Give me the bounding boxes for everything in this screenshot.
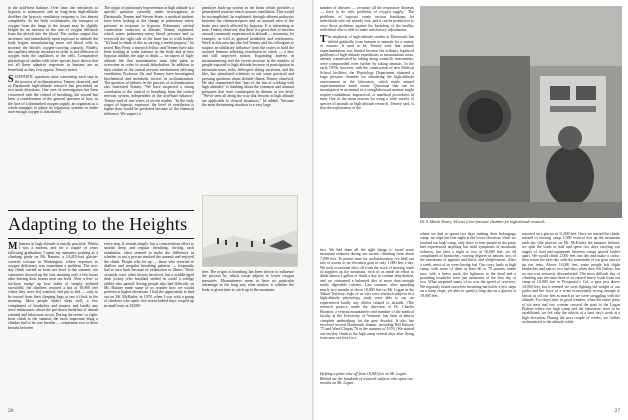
left-column-3: [202, 6, 294, 190]
story-column-2: [104, 242, 194, 404]
scientific-questions-paragraph: [8, 75, 98, 115]
left-column-2: [104, 6, 194, 196]
page-number-left: 26: [8, 408, 14, 414]
right-column-b: [420, 232, 516, 404]
story-column-1-text: Interest in high altitude is mostly practical. Whilst I was a student, and for a couple of years following graduation, I spent my summers working as a climbing guide on Mt. Rainier, a 14,410-foot glacier-covered volcano in Washington, where exposure to oxygen deficiency was sometimes a problem. The two-day climb carried us from sea level to the summit; our customers showed up the first morning only a few hours after leaving their homes near sea level. After a five- or six-hour trudge up four miles of steeply inclined snowfield, the climbers reached a hut at 10,000 feet where they were fed, watered, and put to bed — only to be roused from their sleeping bags at one o'clock in the morning. Most people hadn't slept well, a few complained of headaches and nausea, and hardly any were enthusiastic about the pre-dawn breakfast of instant oatmeal and lukewarm cocoa. During the seven- or eight-hour climb to the summit, the most important thing a climber had to do was breathe — sometimes two or three breaths between: [8, 242, 98, 330]
right-column-b-text: where we had to spend two days making their belongings camp, we slept the first night at the lower elevation. Until we reached our high camp, only three or four people in the party had experienced anything but mild symptoms of mountain sickness, but after a night or two at 18,000 feet, we all complained of headaches, varying degrees of nausea, loss of the sensations of appetite and thirst, and sleeplessness. After a week, most of us were having fun. Our carry loads at high camp, with some of them at least 60 or 70 pounds, made sure, with a heavy pack, the lightness in the head and a pounding headache were just memories of the first day or two. What surprised many of us was the speed of recovery. We regularly found ourselves breathing hard after a few steps on a steep slope, yet able to spend a long day on a glacier at 18,000 feet.: [420, 232, 516, 298]
lab-chamber-photo: [420, 6, 622, 218]
story-column-3: [202, 270, 294, 404]
story-column-2-text: every step. It sounds simple, but a conscientious effort to sustain deep and regular breathing, forcing each exhalation, often seemed to make the difference in whether or not a person reached the summit and enjoyed the climb. People who let up — those who reverted to shallow and irregular breathing patterns — frequently had to turn back because of exhaustion or illness. There certainly were other factors involved, but a middle-aged desk jockey who breathed settled in could a college athlete who panted. Seeing people who had difficulty on Mt. Rainier made some of us wonder how we would perform at higher elevations. I had the opportunity to find out on Mt. McKinley in 1978, when I was with a group of climbers who spent five storm-lashed days cooped up in small tents at 18,000: [104, 242, 194, 308]
lead-in-word: CIENTIFIC: [14, 75, 34, 80]
story-column-3-text: feet. The origin of breathing has been shown to influence the process by which tissue adjusts to lower oxygen pressures. Mountaineers seem to have no particular advantage in the long run; what matters is whether the body is given time to catch up to the mountain.: [202, 270, 294, 292]
page-number-right: 27: [614, 408, 620, 414]
right-column-1-text: number of diseases — certainly all the respiratory diseases — have to do with problems of oxygen supply." The problems of hypoxia create serious handicaps for individuals who are already sick, and it can be productive to view those problems against the backdrop of the healthy individual who is able to make satisfactory adjustments.: [320, 6, 414, 33]
left-column-3-text: primitive back-up system in the brain which provides a generalized reaction which arouses ventilation. This would be accomplished, he explained, through afferent pathways between the chemoreceptors and an aroused area of the brain very much affected by hypoxia. It is interesting to note, Tenney observed, that there is a great deal of nervous arousal commonly experienced at altitude — insomnia, for example, as well as general irritability and restlessness. Work in this area has also led Tenney and his colleagues to suspect an inhibitory influence from the cortex to hold the aroused features affecting ventilation in check — a new and still unproved notion. Expanding interest in mountaineering and the recent increase in the number of people exposed to high altitude because of participation in mountain tours, treks, helicopter skiing vacations, and the like, has stimulated scientists to ask some practical and pressing questions about altitude illness, Tenney observed. He also commented that "part of the fun of working with high altitudes" is thinking about the common and unusual pressures that have counterparts in disease at sea level. "We've seen all along the way that lessons at high altitude are applicable to clinical situations," he added, "because the most threatening situation is a very large: [202, 6, 294, 107]
scientific-questions-text: questions arise concerning each step in the process of acclimatization, Tenney observed, and at Dartmouth high-altitude research has proceeded on two main directions. One area of investigation has been concerned with the control of breathing; the second has been a consideration of the general question of how, in the face of a diminished oxygen supply, an organism as a whole manages to adjust its regulatory systems to make sure enough oxygen is distributed.: [8, 75, 98, 115]
pressure-chamber-illustration: [420, 6, 622, 218]
dropcap-t: T: [320, 33, 327, 45]
right-column-a: [320, 248, 414, 368]
emphasis-paragraph-text: he emphasis of high-altitude studies at Dartmouth has shifted gradually from humans to animals for a variety of reasons. It used to be, Tenney said, that animal experimentation was limited because the ordinary logistical problems of high-altitude expeditions to mountainous areas, already complicated by taking along scientific instruments, were compounded even further by taking animals. In the early 1970s, however, with the construction of new Medical School facilities, the Physiology Department obtained a large pressure chamber for simulating the high-altitude environment in the laboratory, which made animal experimentation much easier. Questions that can be investigated in an animal in a straightforward manner might require roundabout, impractical, or unethical procedures in man. One of the main reasons for using a wide variety of species of animals in high-altitude research, Tenney said, is that the exploitation of the: [320, 35, 414, 110]
dropcap-s: S: [8, 73, 14, 85]
climbers-snowfield-photo: [202, 195, 298, 267]
left-column-1-text: in the acid-base balance. Over time, the sensitivity to hypoxia is attenuated, and in long-term high-altitude dwellers the hypoxic ventilatory response is lost almost completely. As the body acclimatizes, the transport of oxygen from the lungs to the tissues may be slightly helped by an increase in the rate of oxygen diffusion from the alveoli into the blood. The cardiac output also increases, and immediately upon exposure to altitude the body begins manufacturing more red blood cells to increase the blood's oxygen-carrying capacity. Finally, the capillary density increases in order to aid diffusion of oxygen from the capillaries to the cells. Comparative physiological studies with other species have shown that not all these adaptive responses in humans are as beneficial as they first appear, Tenney noted.: [8, 6, 98, 72]
story-column-1: [8, 242, 98, 404]
left-column-1: [8, 6, 98, 196]
right-page: [314, 0, 628, 420]
left-column-2-text: The origin of pulmonary hypertension at high altitude is a specific question currently under investigation at Dartmouth. Tenney and Steven Stone, a medical student, have been looking at the change in pulmonary artery pressure in response to hypoxia. Pulmonary arterial constriction constricts at altitude, Tenney explained, which raises pulmonary-artery blood pressure and so overwork the right side of the heart has to work harder. "It's hard to think of this as serving a useful purpose," he noted. Roy Fenn, a research fellow, and Tenney have also been looking at water balance in the body and at how hypoxia inhibits the urge to drink — an aspect of high-altitude life that mountaineers must take pains to overcome in order to avoid dehydration. In addition to their studies of the central nervous mechanisms affecting ventilation, Professor Ou and Tenney have investigated biochemical and metabolic factors in acclimatization. The question of failures in the process of acclimatization also interested Tenney. "We have suspected a strong correlation to the control of breathing from the central nervous system, independent of the acid-base balance," Tenney said of one series of recent studies. "In the early stages of hypoxic exposure, the level of ventilation is higher than would be predicted because of the chemical influence. We suspect a: [104, 6, 194, 116]
right-column-c-text: reported on a glacier at 11,000 feet. Once we started the climb, instead of moving camp 1,000 vertical feet up the mountain each day (the practice on Mt. McKinley the summer before), we split the loads in half and spent two days carrying our supply of food and equipment between camps spaced farther apart. We would climb 2,000 feet one day and make a cache, then return the next day with the remainder of our gear and set up our tents. Above 14,000 feet, some people felt slight headaches and one or two had days when they felt listless, but no one was seriously discomforted. The most difficult day of climbing was the time three of us carried heavy loads from our camp at 16,000 feet to Prospector's Col, a pass just above 18,000 feet, but it seemed we were fighting the weight of our packs and the force of a wind occasionally strong enough to knock us off our feet as much as we were struggling with the altitude. Two days later, in good weather, when the entire party of six men and two women crossed the pass to the Logan Plateau where our high camp and the laboratory were to be established, we felt only the effects of a hard day's work at a high elevation. During the next couple of weeks, we further acclimatized to the altitude while: [522, 232, 620, 325]
headline-rule-bottom: [8, 238, 194, 239]
headline-rule-top: [8, 210, 194, 211]
emphasis-paragraph: [320, 35, 414, 110]
climbers-snowfield-illustration: [203, 196, 297, 266]
right-column-1: [320, 6, 414, 244]
climb-photo-caption: Helping a plane take off from 18,000 feet on Mt. Logan. Behind are the hundreds of research subjects who spent two months on Mt. Logan.: [320, 372, 414, 386]
dropcap-m: M: [8, 242, 18, 252]
article-headline: Adapting to the Heights: [8, 214, 188, 234]
right-column-c: [522, 232, 620, 404]
lab-photo-caption: Dr. S. Marsh Tenney '44 uses a low-pressure chamber for high-altitude research.: [420, 220, 546, 224]
right-column-a-text: fact. We had done all the right things to avoid acute mountain sickness during our ascent, climbing from about 7,000 feet. To permit time for acclimatization, we held our rate of ascent to an elevation gain of only 1,000 feet a day. We took occasional days off from the work of moving loads of supplies up the mountain, each of us made an effort to drink almost a gallon of fluids a day to combat dehydration, and we consumed a balanced diet of more than enough easily digestible calories. Last summer, after spending nearly two months at about 18,000 feet on Mt. Logan in the Yukon Territory, eight of us who were research subjects in a high-altitude physiology study were able to say we experienced hardly any illness related to altitude. (The research project, under the direction of Dr. Charles Houston, a veteran mountaineer and member of the medical faculty at the University of Vermont, has been at almost complete undertaking for the past decade). It also has involved several Dartmouth alumni, including Bill Briscoe '73 and Ward Chapin '76 in the summer of 1976.) We started our ten-day climb to the high camp several days after flying from near sea level to a: [320, 248, 414, 341]
